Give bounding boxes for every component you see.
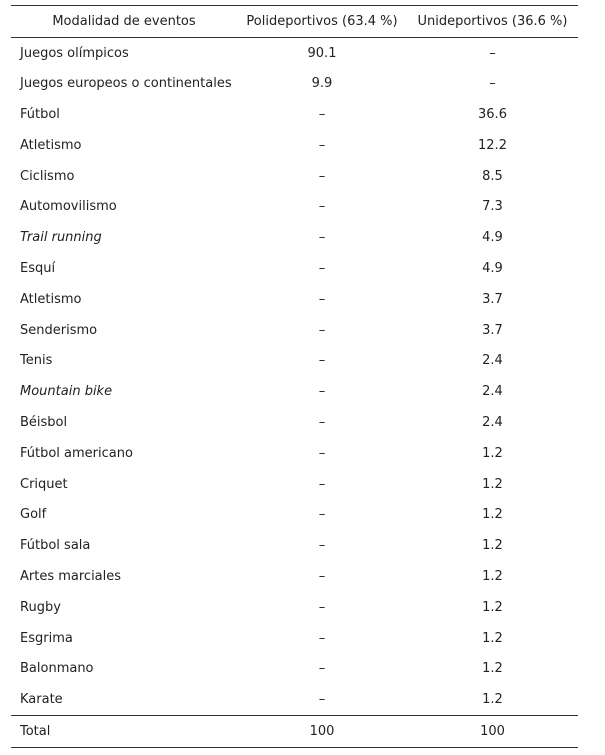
table-row [11, 68, 578, 99]
row-label: Artes marciales [20, 568, 122, 584]
row-label: Tenis [20, 353, 53, 369]
row-polideportivos-value: – [318, 260, 326, 276]
row-label: Fútbol sala [20, 538, 91, 554]
row-polideportivos-value: – [318, 599, 326, 615]
row-polideportivos-value: – [318, 630, 326, 646]
row-label: Criquet [20, 476, 68, 492]
row-polideportivos-value: – [318, 199, 326, 215]
row-polideportivos-value: – [318, 538, 326, 554]
total-poli: 100 [237, 715, 407, 747]
row-unideportivos-value: 36.6 [478, 106, 507, 122]
table-row [11, 315, 578, 346]
table-row [11, 130, 578, 161]
row-unideportivos-value: 2.4 [482, 353, 503, 369]
row-polideportivos-value: – [318, 414, 326, 430]
row-unideportivos-value: 4.9 [482, 230, 503, 246]
row-label: Juegos olímpicos [20, 45, 129, 61]
table-row [11, 407, 578, 438]
table-row [11, 653, 578, 684]
row-unideportivos-value: 4.9 [482, 260, 503, 276]
row-label: Trail running [20, 230, 102, 246]
table-row [11, 561, 578, 592]
total-label: Total [11, 715, 237, 747]
row-unideportivos-value: 7.3 [482, 199, 503, 215]
row-label: Esgrima [20, 630, 73, 646]
row-polideportivos-value: – [318, 230, 326, 246]
row-label: Rugby [20, 599, 61, 615]
row-label: Atletismo [20, 291, 82, 307]
table-body [11, 38, 578, 748]
row-label: Karate [20, 691, 63, 707]
header-polideportivos: Polideportivos (63.4 %) [237, 6, 407, 38]
table-row [11, 469, 578, 500]
row-unideportivos-value: 1.2 [482, 691, 503, 707]
row-label: Atletismo [20, 137, 82, 153]
row-unideportivos-value: 1.2 [482, 476, 503, 492]
row-unideportivos-value: 8.5 [482, 168, 503, 184]
row-label: Esquí [20, 260, 56, 276]
header-unideportivos: Unideportivos (36.6 %) [407, 6, 578, 38]
row-unideportivos-value: – [489, 76, 496, 92]
data-table [11, 5, 578, 748]
table-container [11, 5, 578, 748]
row-polideportivos-value: 90.1 [307, 45, 337, 61]
total-row [11, 715, 578, 747]
table-row [11, 222, 578, 253]
row-label: Mountain bike [20, 384, 113, 400]
row-unideportivos-value: 1.2 [482, 599, 503, 615]
row-label: Juegos europeos o continentales [20, 76, 232, 92]
row-unideportivos-value: 1.2 [482, 568, 503, 584]
table-row [11, 161, 578, 192]
table-row [11, 438, 578, 469]
row-label: Automovilismo [20, 199, 117, 215]
row-polideportivos-value: – [318, 291, 326, 307]
row-polideportivos-value: – [318, 568, 326, 584]
table-row [11, 623, 578, 654]
row-label: Ciclismo [20, 168, 75, 184]
table-row [11, 684, 578, 715]
row-polideportivos-value: – [318, 445, 326, 461]
row-unideportivos-value: 3.7 [482, 322, 503, 338]
row-label: Balonmano [20, 661, 94, 677]
row-unideportivos-value: 3.7 [482, 291, 503, 307]
header-row [11, 6, 578, 38]
table-row [11, 530, 578, 561]
row-unideportivos-value: 2.4 [482, 384, 503, 400]
row-label: Fútbol [20, 106, 60, 122]
table-row [11, 499, 578, 530]
row-label: Golf [20, 507, 47, 523]
row-label: Béisbol [20, 414, 68, 430]
row-polideportivos-value: – [318, 476, 326, 492]
row-polideportivos-value: – [318, 322, 326, 338]
row-unideportivos-value: 1.2 [482, 507, 503, 523]
row-unideportivos-value: 1.2 [482, 538, 503, 554]
row-polideportivos-value: – [318, 168, 326, 184]
table-row [11, 592, 578, 623]
row-unideportivos-value: 1.2 [482, 630, 503, 646]
row-polideportivos-value: – [318, 384, 326, 400]
table-row [11, 38, 578, 69]
table-row [11, 284, 578, 315]
row-polideportivos-value: – [318, 507, 326, 523]
row-unideportivos-value: – [489, 45, 496, 61]
table-row [11, 191, 578, 222]
row-polideportivos-value: – [318, 661, 326, 677]
row-polideportivos-value: – [318, 353, 326, 369]
row-unideportivos-value: 12.2 [478, 137, 507, 153]
header-modalidad: Modalidad de eventos [11, 6, 237, 38]
row-label: Fútbol americano [20, 445, 133, 461]
table-row [11, 376, 578, 407]
table-row [11, 253, 578, 284]
table-row [11, 99, 578, 130]
table-header [11, 6, 578, 38]
row-polideportivos-value: – [318, 106, 326, 122]
total-uni: 100 [407, 715, 578, 747]
row-polideportivos-value: – [318, 137, 326, 153]
row-polideportivos-value: – [318, 691, 326, 707]
row-label: Senderismo [20, 322, 98, 338]
table-row [11, 345, 578, 376]
row-polideportivos-value: 9.9 [311, 76, 333, 92]
row-unideportivos-value: 1.2 [482, 661, 503, 677]
row-unideportivos-value: 2.4 [482, 414, 503, 430]
row-unideportivos-value: 1.2 [482, 445, 503, 461]
